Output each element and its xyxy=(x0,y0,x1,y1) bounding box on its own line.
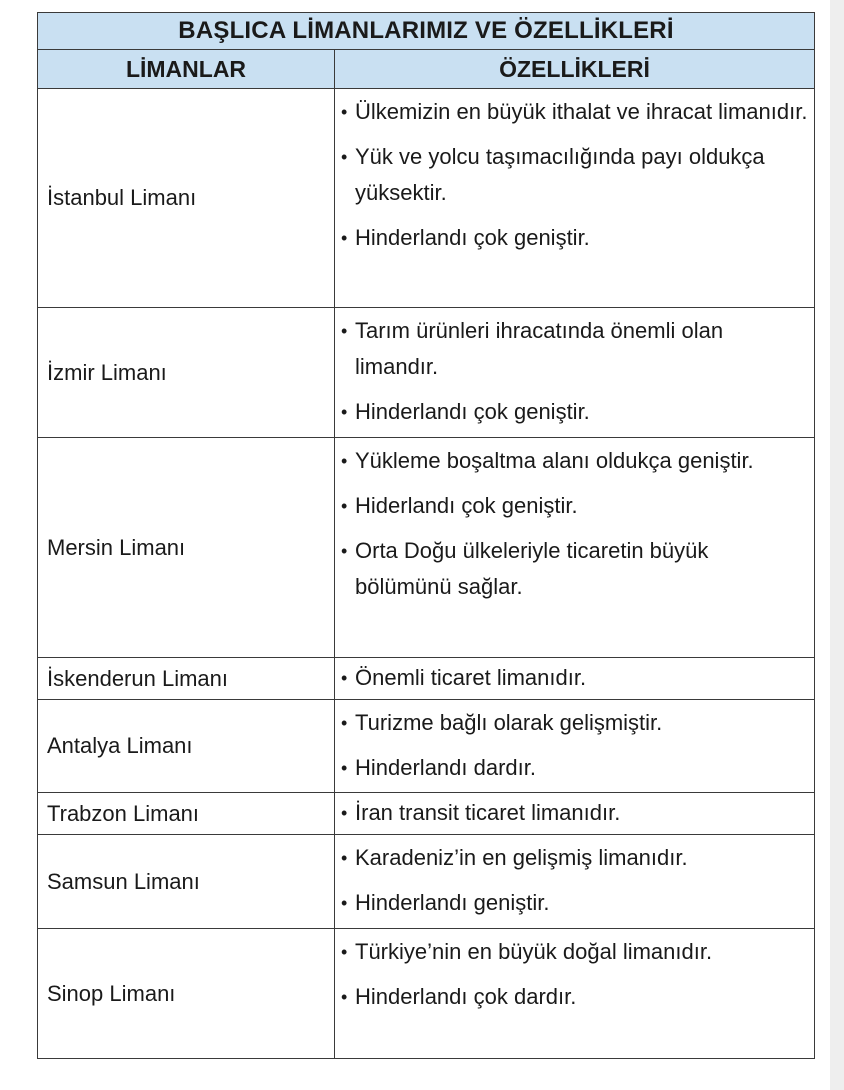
bullet-icon: • xyxy=(341,942,348,962)
bullet-icon: • xyxy=(341,713,348,733)
table-title: BAŞLICA LİMANLARIMIZ VE ÖZELLİKLERİ xyxy=(38,13,815,50)
feature-item xyxy=(341,660,810,696)
feature-text: İran transit ticaret limanıdır. xyxy=(355,800,621,825)
feature-item xyxy=(341,750,810,786)
port-features xyxy=(335,835,815,929)
bullet-icon: • xyxy=(341,848,348,868)
feature-item xyxy=(341,979,810,1015)
feature-item xyxy=(341,705,810,741)
feature-text: Yükleme boşaltma alanı oldukça geniştir. xyxy=(355,448,754,473)
feature-text: Hinderlandı geniştir. xyxy=(355,890,550,915)
bullet-icon: • xyxy=(341,402,348,422)
port-name: İstanbul Limanı xyxy=(38,89,335,308)
column-header-features: ÖZELLİKLERİ xyxy=(335,50,815,89)
feature-item xyxy=(341,840,810,876)
feature-text: Hinderlandı çok geniştir. xyxy=(355,399,590,424)
feature-text: Turizme bağlı olarak gelişmiştir. xyxy=(355,710,663,735)
table-row xyxy=(38,700,815,793)
bullet-icon: • xyxy=(341,102,348,122)
port-features xyxy=(335,308,815,438)
feature-item xyxy=(341,139,810,211)
bullet-icon: • xyxy=(341,668,348,688)
ports-table-body xyxy=(38,89,815,1059)
table-row xyxy=(38,835,815,929)
port-name: İskenderun Limanı xyxy=(38,658,335,700)
feature-item xyxy=(341,394,810,430)
port-features xyxy=(335,700,815,793)
feature-text: Yük ve yolcu taşımacılığında payı oldukça yüksektir. xyxy=(355,144,765,205)
feature-text: Ülkemizin en büyük ithalat ve ihracat limanıdır. xyxy=(355,99,808,124)
table-row xyxy=(38,89,815,308)
feature-text: Türkiye’nin en büyük doğal limanıdır. xyxy=(355,939,713,964)
port-features xyxy=(335,793,815,835)
bullet-icon: • xyxy=(341,147,348,167)
port-features xyxy=(335,929,815,1059)
table-row xyxy=(38,658,815,700)
feature-item xyxy=(341,220,810,256)
feature-item xyxy=(341,885,810,921)
feature-text: Tarım ürünleri ihracatında önemli olan limandır. xyxy=(355,318,724,379)
bullet-icon: • xyxy=(341,321,348,341)
feature-item xyxy=(341,934,810,970)
bullet-icon: • xyxy=(341,541,348,561)
bullet-icon: • xyxy=(341,758,348,778)
feature-text: Önemli ticaret limanıdır. xyxy=(355,665,587,690)
port-name: İzmir Limanı xyxy=(38,308,335,438)
column-header-ports: LİMANLAR xyxy=(38,50,335,89)
bullet-icon: • xyxy=(341,228,348,248)
bullet-icon: • xyxy=(341,451,348,471)
bullet-icon: • xyxy=(341,496,348,516)
port-features xyxy=(335,438,815,658)
feature-item xyxy=(341,488,810,524)
feature-text: Hiderlandı çok geniştir. xyxy=(355,493,578,518)
feature-text: Hinderlandı çok dardır. xyxy=(355,984,577,1009)
port-name: Mersin Limanı xyxy=(38,438,335,658)
feature-item xyxy=(341,313,810,385)
page-right-edge xyxy=(830,0,844,1090)
feature-item xyxy=(341,94,810,130)
feature-item xyxy=(341,533,810,605)
bullet-icon: • xyxy=(341,987,348,1007)
port-name: Antalya Limanı xyxy=(38,700,335,793)
feature-item xyxy=(341,795,810,831)
port-name: Trabzon Limanı xyxy=(38,793,335,835)
feature-text: Karadeniz’in en gelişmiş limanıdır. xyxy=(355,845,688,870)
table-row xyxy=(38,793,815,835)
feature-text: Orta Doğu ülkeleriyle ticaretin büyük bölümünü sağlar. xyxy=(355,538,709,599)
table-row xyxy=(38,438,815,658)
feature-item xyxy=(341,443,810,479)
feature-text: Hinderlandı çok geniştir. xyxy=(355,225,590,250)
bullet-icon: • xyxy=(341,893,348,913)
bullet-icon: • xyxy=(341,803,348,823)
table-row xyxy=(38,929,815,1059)
port-name: Samsun Limanı xyxy=(38,835,335,929)
port-features xyxy=(335,658,815,700)
port-name: Sinop Limanı xyxy=(38,929,335,1059)
feature-text: Hinderlandı dardır. xyxy=(355,755,536,780)
ports-table xyxy=(37,12,815,1059)
table-row xyxy=(38,308,815,438)
port-features xyxy=(335,89,815,308)
